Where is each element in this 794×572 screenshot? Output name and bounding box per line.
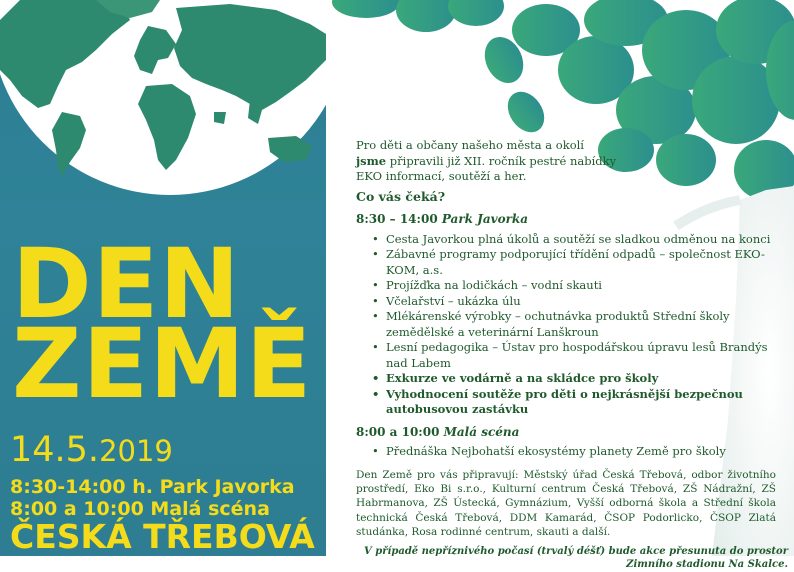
list-item: • Vyhodnocení soutěže pro děti o nejkrásnější bezpečnou autobusovou zastávku [386,387,776,418]
stage-place: Malá scéna [443,424,520,439]
venue-park: 8:30-14:00 h. Park Javorka [10,476,295,498]
title-den: DEN [12,228,241,340]
list-item: • Mlékárenské výrobky – ochutnávka produktů Střední školy zemědělské a veterinární Lanškroun [386,309,776,340]
intro-line3: EKO informací, soutěží a her. [356,169,527,184]
park-program-list [356,232,776,418]
list-item: • Cesta Javorkou plná úkolů a soutěží se sladkou odměnou na konci [386,232,776,248]
park-heading [356,211,776,227]
intro-line2: připravili již XII. ročník pestré nabídky [386,153,617,168]
stage-time: 8:00 a 10:00 [356,424,440,439]
intro-line1: Pro děti a občany našeho města a okolí [356,138,584,152]
list-item: • Přednáška Nejbohatší ekosystémy planety Země pro školy [386,444,776,460]
list-item: • Zábavné programy podporující třídění odpadů – společnost EKO-KOM, a.s. [386,247,776,278]
list-item: • Exkurze ve vodárně a na skládce pro školy [386,371,776,387]
event-day: 14.5. [10,430,100,470]
park-place: Park Javorka [441,212,528,227]
event-year: 2019 [99,434,173,468]
organizers-text: Den Země pro vás připravují: Městský úřad Česká Třebová, odbor životního prostředí, Eko Bi s.r.o., Kulturní centrum Česká Třebová, ZŠ Nádražní, ZŠ Habrmanova, ZŠ Ústecká, Gymnázium, Vyšší odborná škola a Střední škola technická Česká Třebová, DDM Kamarád, ČSOP Podorlicko, ČSOP Zlatá studánka, Rosa rodinné centrum, skauti a další. [356,468,776,539]
left-panel [0,0,326,556]
event-date [10,430,173,470]
globe-illustration [0,0,326,230]
list-item: • Včelařství – ukázka úlu [386,294,776,310]
list-item: • Projížďka na lodičkách – vodní skauti [386,278,776,294]
stage-program-list [356,444,776,460]
question-heading: Co vás čeká? [356,188,446,204]
weather-note: V případě nepříznivého počasí (trvalý déšť) bude akce přesunuta do prostor Zimního stadionu Na Skalce. [364,545,788,571]
park-time: 8:30 – 14:00 [356,212,438,227]
event-details [356,138,788,572]
title-zeme: ZEMĚ [12,308,313,420]
intro-line2-bold: jsme [356,153,387,168]
intro-text [356,138,776,185]
stage-heading [356,424,776,440]
list-item: • Lesní pedagogika – Ústav pro hospodářskou úpravu lesů Brandýs nad Labem [386,340,776,371]
venue-stage: 8:00 a 10:00 Malá scéna [10,498,270,520]
city-name: ČESKÁ TŘEBOVÁ [10,517,315,556]
